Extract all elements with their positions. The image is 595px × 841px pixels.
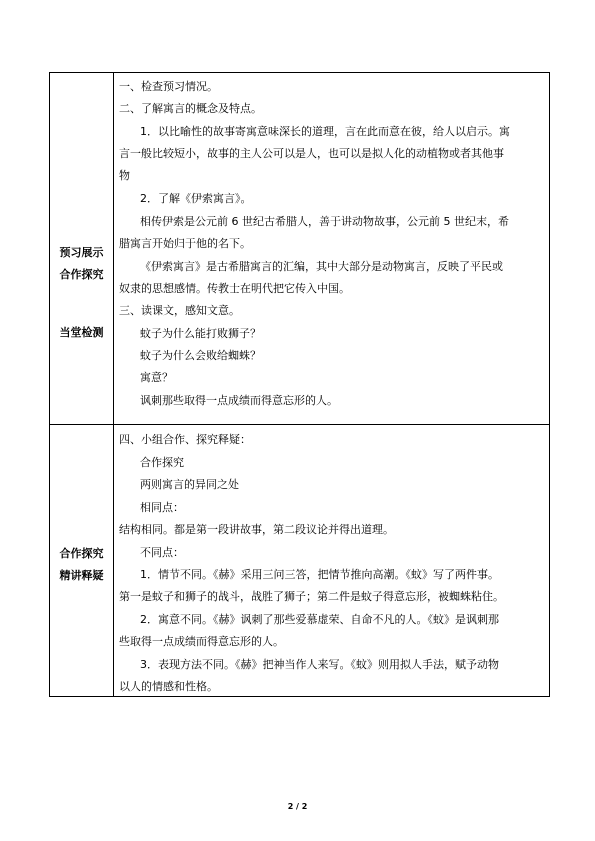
content-line: 2．了解《伊索寓言》。 xyxy=(140,192,252,205)
section-label-cell xyxy=(50,73,114,425)
content-line: 二、了解寓言的概念及特点。 xyxy=(119,102,262,115)
content-line: 讽刺那些取得一点成绩而得意忘形的人。 xyxy=(140,394,338,407)
content-line: 三、读课文，感知文意。 xyxy=(119,304,240,317)
section-row-2 xyxy=(50,425,550,697)
content-line: 第一是蚊子和狮子的战斗，战胜了狮子；第二件是蚊子得意忘形，被蜘蛛粘住。 xyxy=(119,590,504,603)
content-line: 腊寓言开始归于他的名下。 xyxy=(119,237,251,250)
section-row-1 xyxy=(50,73,550,425)
content-line: 1．情节不同。《赫》采用三问三答，把情节推向高潮。《蚊》写了两件事。 xyxy=(140,568,499,581)
section-label: 精讲释疑 xyxy=(59,569,104,582)
content-line: 寓意？ xyxy=(140,371,173,384)
content-line: 一、检查预习情况。 xyxy=(119,80,218,93)
content-line: 奴隶的思想感情。传教士在明代把它传入中国。 xyxy=(119,282,350,295)
section-content-cell xyxy=(114,425,550,697)
section-label: 合作探究 xyxy=(59,268,104,281)
content-line: 2．寓意不同。《赫》讽刺了那些爱慕虚荣、自命不凡的人。《蚊》是讽刺那 xyxy=(140,613,499,626)
content-line: 言一般比较短小，故事的主人公可以是人，也可以是拟人化的动植物或者其他事 xyxy=(119,147,504,160)
content-line: 结构相同。都是第一段讲故事，第二段议论并得出道理。 xyxy=(119,523,394,536)
content-line: 四、小组合作、探究释疑： xyxy=(119,433,251,446)
page-number: 2 / 2 xyxy=(287,802,308,811)
section-content-cell xyxy=(114,73,550,425)
content-line: 蚊子为什么会败给蜘蛛？ xyxy=(140,349,261,362)
lesson-plan-table xyxy=(49,72,550,697)
content-line: 3．表现方法不同。《赫》把神当作人来写。《蚊》则用拟人手法，赋予动物 xyxy=(140,658,499,671)
section-label: 当堂检测 xyxy=(59,326,104,339)
content-line: 合作探究 xyxy=(140,456,184,469)
content-line: 两则寓言的异同之处 xyxy=(140,478,239,491)
content-line: 些取得一点成绩而得意忘形的人。 xyxy=(119,635,284,648)
content-line: 《伊索寓言》是古希腊寓言的汇编，其中大部分是动物寓言，反映了平民或 xyxy=(140,260,503,273)
content-line: 相同点： xyxy=(140,501,184,514)
content-line: 1．以比喻性的故事寄寓意味深长的道理，言在此而意在彼，给人以启示。寓 xyxy=(140,125,510,138)
content-line: 以人的情感和性格。 xyxy=(119,680,218,693)
content-line: 不同点： xyxy=(140,546,184,559)
content-line: 相传伊索是公元前 6 世纪古希腊人，善于讲动物故事，公元前 5 世纪末，希 xyxy=(140,215,509,228)
content-line: 蚊子为什么能打败狮子？ xyxy=(140,327,261,340)
section-label: 合作探究 xyxy=(59,547,104,560)
section-label-cell xyxy=(50,425,114,697)
section-label: 预习展示 xyxy=(59,246,104,259)
content-line: 物 xyxy=(119,169,130,182)
